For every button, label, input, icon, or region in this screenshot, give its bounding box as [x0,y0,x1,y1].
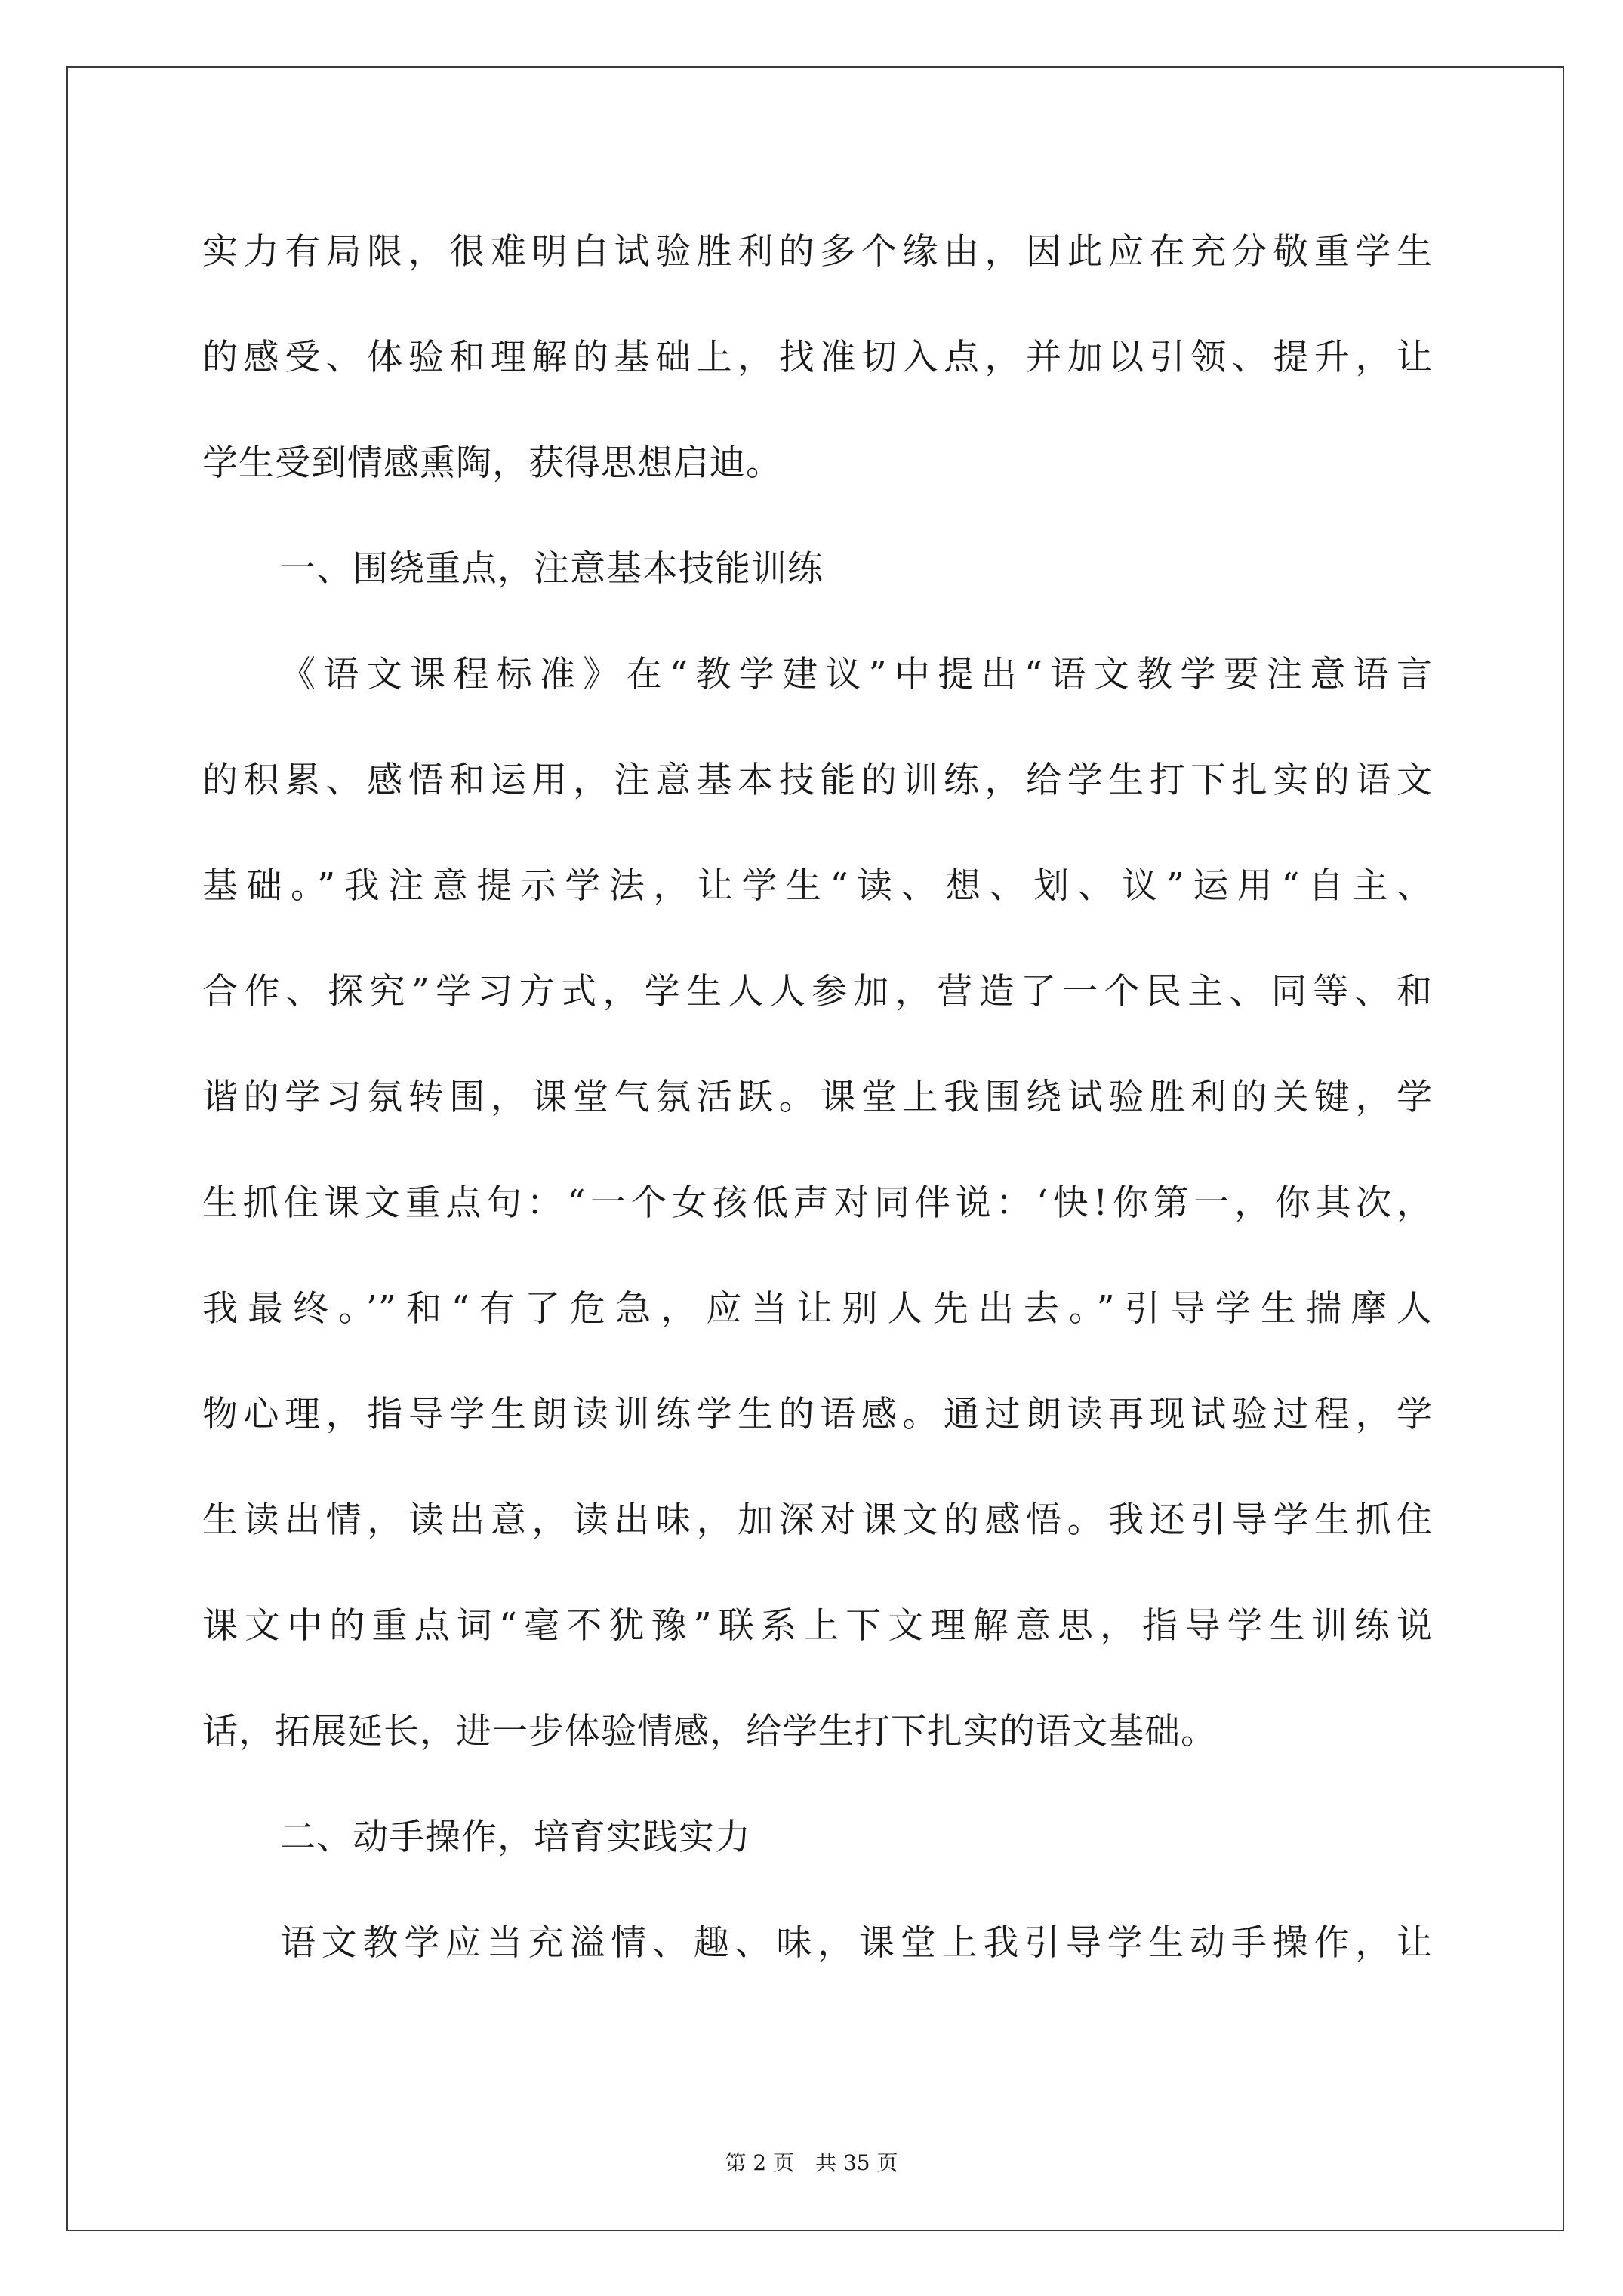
text-line: 基础。”我注意提示学法，让学生“读、想、划、议”运用“自主、 [202,865,1433,907]
text-line: 的感受、体验和理解的基础上，找准切入点，并加以引领、提升，让 [202,337,1433,378]
text-line: 我最终。’”和“有了危急，应当让别人先出去。”引导学生揣摩人 [202,1288,1433,1330]
text-line: 实力有局限，很难明白试验胜利的多个缘由，因此应在充分敬重学生 [202,231,1433,273]
text-line: 物心理，指导学生朗读训练学生的语感。通过朗读再现试验过程，学 [202,1394,1433,1435]
text-line: 《语文课程标准》在“教学建议”中提出“语文教学要注意语言 [280,654,1433,695]
text-line: 课文中的重点词“毫不犹豫”联系上下文理解意思，指导学生训练说 [202,1605,1433,1647]
section-heading: 二、动手操作，培育实践实力 [280,1817,751,1858]
section-heading: 一、围绕重点，注意基本技能训练 [280,548,824,590]
page-number: 第 2 页 共 35 页 [725,2150,898,2175]
text-line: 生读出情，读出意，读出味，加深对课文的感悟。我还引导学生抓住 [202,1499,1433,1541]
page-border [66,66,1564,2231]
page-footer [0,2148,1623,2178]
text-line: 谐的学习氛转围，课堂气氛活跃。课堂上我围绕试验胜利的关键，学 [202,1077,1433,1118]
text-line: 语文教学应当充溢情、趣、味，课堂上我引导学生动手操作，让 [280,1922,1433,1964]
text-line: 生抓住课文重点句：“一个女孩低声对同伴说：‘快!你第一，你其次， [202,1182,1433,1224]
text-line: 的积累、感悟和运用，注意基本技能的训练，给学生打下扎实的语文 [202,760,1433,801]
text-line: 合作、探究”学习方式，学生人人参加，营造了一个民主、同等、和 [202,971,1433,1012]
text-line: 学生受到情感熏陶，获得思想启迪。 [202,442,782,484]
text-line: 话，拓展延长，进一步体验情感，给学生打下扎实的语文基础。 [202,1711,1217,1752]
